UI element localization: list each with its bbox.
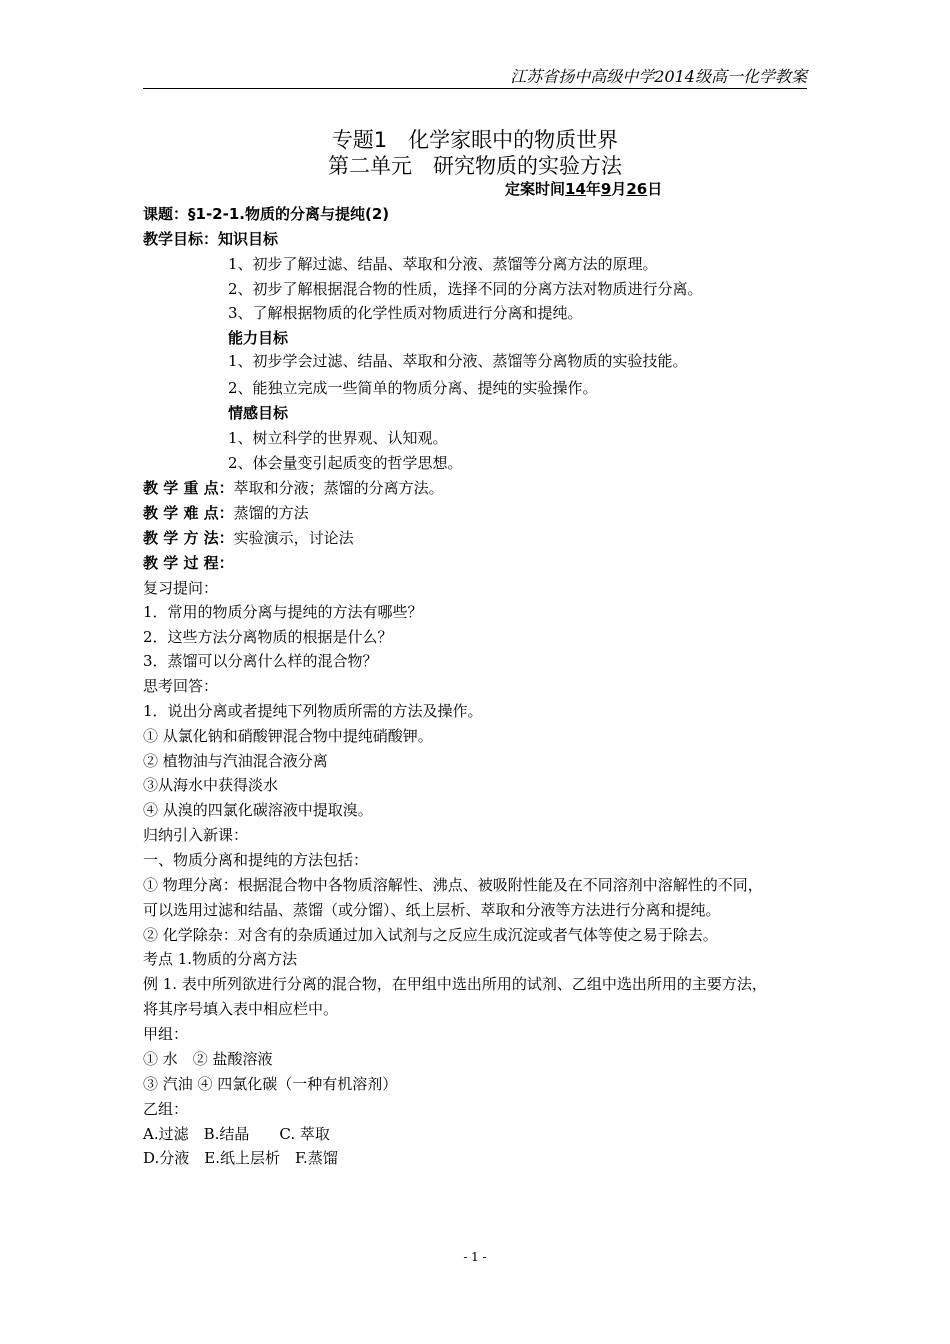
key-points-line (143, 477, 444, 498)
body-line: ② 植物油与汽油混合液分离 (143, 752, 328, 770)
body-line: 复习提问： (143, 579, 219, 597)
ability-title: 能力目标 (228, 329, 289, 347)
ability-item: 2、能独立完成一些简单的物质分离、提纯的实验操作。 (228, 379, 598, 397)
date-day: 26 (626, 180, 648, 198)
process-label: 教 学 过 程： (143, 554, 234, 572)
body-line: 3．蒸馏可以分离什么样的混合物？ (143, 652, 378, 670)
body-line: 乙组： (143, 1100, 189, 1118)
body-line: ③从海水中获得淡水 (143, 776, 279, 794)
body-line: 例 1. 表中所列欲进行分离的混合物，在甲组中选出所用的试剂、乙组中选出所用的主要方法， (143, 975, 767, 993)
body-line: ② 化学除杂：对含有的杂质通过加入试剂与之反应生成沉淀或者气体等使之易于除去。 (143, 926, 718, 944)
body-line: 思考回答： (143, 677, 219, 695)
body-line: 将其序号填入表中相应栏中。 (143, 1000, 339, 1018)
emotion-item: 1、树立科学的世界观、认知观。 (228, 429, 448, 447)
emotion-item: 2、体会量变引起质变的哲学思想。 (228, 454, 463, 472)
knowledge-title: 知识目标 (218, 230, 279, 248)
ability-item: 1、初步学会过滤、结晶、萃取和分液、蒸馏等分离物质的实验技能。 (228, 352, 688, 370)
emotion-title: 情感目标 (228, 404, 289, 422)
date-month-unit: 月 (611, 180, 627, 198)
body-line: 考点 1.物质的分离方法 (143, 950, 298, 968)
body-line: 可以选用过滤和结晶、蒸馏（或分馏）、纸上层析、萃取和分液等方法进行分离和提纯。 (143, 901, 721, 919)
lesson-label: 课题： (143, 205, 189, 223)
date-month: 9 (600, 180, 612, 198)
difficulty-label: 教 学 难 点： (143, 504, 234, 522)
goals-line (143, 228, 278, 249)
date-year: 14 (565, 180, 586, 198)
date-line (505, 178, 662, 199)
key-points-label: 教 学 重 点： (143, 479, 234, 497)
knowledge-item: 1、初步了解过滤、结晶、萃取和分液、蒸馏等分离方法的原理。 (228, 255, 658, 273)
body-line: 归纳引入新课： (143, 826, 249, 844)
header-school: 江苏省扬中高级中学2014级高一化学教案 (510, 67, 807, 86)
key-points-value: 萃取和分液；蒸馏的分离方法。 (233, 479, 444, 497)
body-line: ① 水 ② 盐酸溶液 (143, 1050, 273, 1068)
body-line: D.分液 E.纸上层析 F.蒸馏 (143, 1149, 338, 1167)
knowledge-item: 2、初步了解根据混合物的性质，选择不同的分离方法对物质进行分离。 (228, 280, 703, 298)
lesson-value: §1-2-1.物质的分离与提纯(2) (188, 205, 390, 223)
page-header (143, 62, 807, 89)
body-line: 一、物质分离和提纯的方法包括： (143, 851, 369, 869)
body-line: 1．常用的物质分离与提纯的方法有哪些？ (143, 603, 423, 621)
difficulty-value: 蒸馏的方法 (233, 504, 309, 522)
body-line: ① 物理分离：根据混合物中各物质溶解性、沸点、被吸附性能及在不同溶剂中溶解性的不同， (143, 876, 763, 894)
body-line: 甲组： (143, 1025, 189, 1043)
body-line: ④ 从溴的四氯化碳溶液中提取溴。 (143, 801, 373, 819)
date-year-unit: 年 (585, 180, 601, 198)
body-line: ③ 汽油 ④ 四氯化碳（一种有机溶剂） (143, 1075, 398, 1093)
knowledge-item: 3、了解根据物质的化学性质对物质进行分离和提纯。 (228, 304, 583, 322)
body-line: ① 从氯化钠和硝酸钾混合物中提纯硝酸钾。 (143, 727, 433, 745)
difficulty-line (143, 502, 309, 523)
topic-title: 专题1 化学家眼中的物质世界 (331, 128, 619, 152)
lesson-line (143, 203, 389, 224)
date-day-unit: 日 (647, 180, 663, 198)
page-number: - 1 - (463, 1250, 487, 1264)
method-line (143, 527, 354, 548)
method-value: 实验演示，讨论法 (233, 529, 354, 547)
date-label: 定案时间 (505, 180, 566, 198)
goals-label: 教学目标： (143, 230, 219, 248)
body-line: 2．这些方法分离物质的根据是什么？ (143, 628, 393, 646)
body-line: A.过滤 B.结晶 C. 萃取 (143, 1125, 330, 1143)
body-line: 1．说出分离或者提纯下列物质所需的方法及操作。 (143, 702, 483, 720)
method-label: 教 学 方 法： (143, 529, 234, 547)
unit-title: 第二单元 研究物质的实验方法 (328, 154, 622, 178)
